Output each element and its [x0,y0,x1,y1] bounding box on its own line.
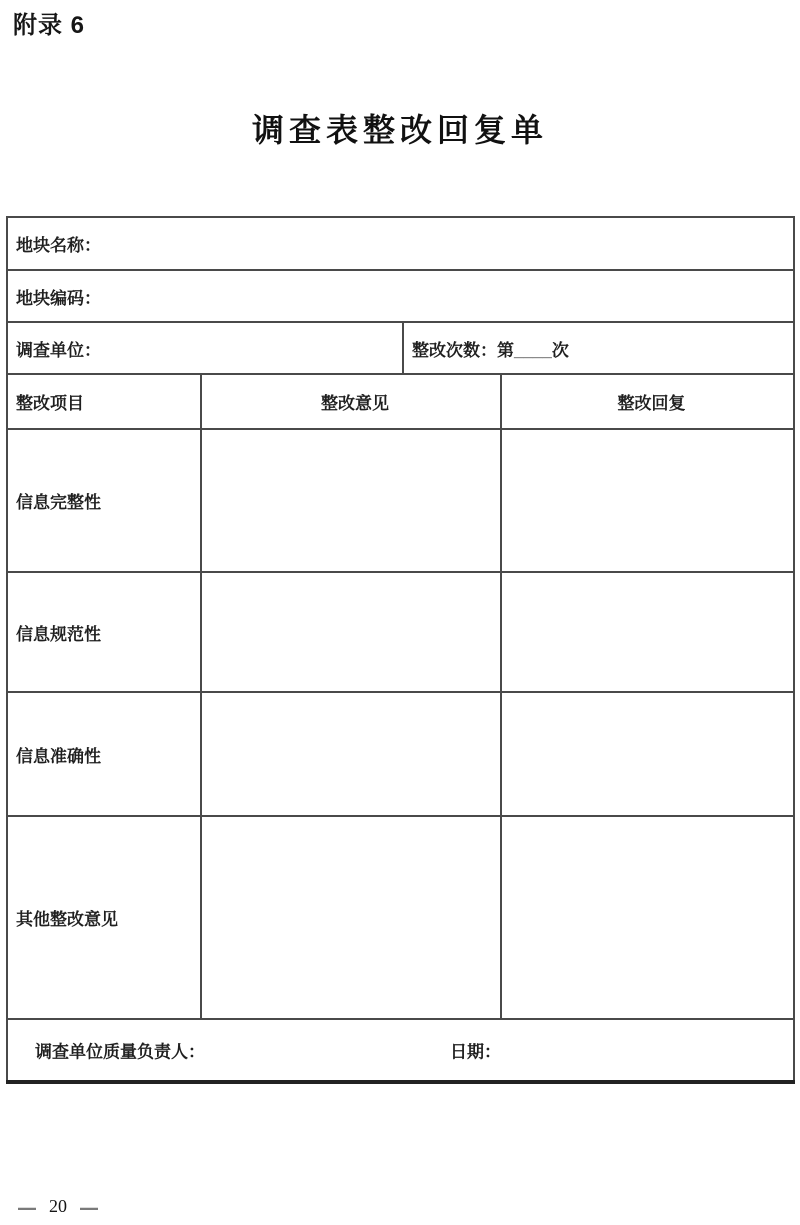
row-plot-code [7,270,794,322]
item-label-accuracy: 信息准确性 [7,692,201,816]
opinion-cell-standardization [201,572,501,692]
table-row-completeness [7,429,794,572]
survey-unit-label-cell: 调查单位： [7,322,403,374]
header-item: 整改项目 [7,374,201,429]
reply-cell-other [501,816,794,1019]
opinion-cell-completeness [201,429,501,572]
rectification-count-label-cell: 整改次数：第____次 [403,322,794,374]
row-plot-name [7,217,794,270]
reply-cell-standardization [501,572,794,692]
table-row-accuracy [7,692,794,816]
page-number [18,1193,98,1220]
header-opinion: 整改意见 [201,374,501,429]
opinion-cell-other [201,816,501,1019]
page-number-dash-left: — [18,1193,36,1220]
opinion-cell-accuracy [201,692,501,816]
document-title: 调查表整改回复单 [251,112,548,148]
header-reply: 整改回复 [501,374,794,429]
reply-cell-completeness [501,429,794,572]
date-label: 日期： [450,1042,501,1062]
item-label-completeness: 信息完整性 [7,429,201,572]
table-footer-row [7,1019,794,1082]
quality-manager-label: 调查单位质量负责人： [35,1042,205,1062]
reply-cell-accuracy [501,692,794,816]
row-survey-unit [7,322,794,374]
item-label-other: 其他整改意见 [7,816,201,1019]
appendix-label: 附录 6 [13,12,86,39]
rectification-reply-form-table [6,216,795,1084]
plot-name-label-cell: 地块名称： [7,217,794,270]
table-row-other [7,816,794,1019]
page-number-dash-right: — [80,1193,98,1220]
table-header-row [7,374,794,429]
plot-code-label-cell: 地块编码： [7,270,794,322]
table-row-standardization [7,572,794,692]
page-number-value: 20 [49,1196,67,1216]
item-label-standardization: 信息规范性 [7,572,201,692]
footer-signature-cell [7,1019,794,1082]
